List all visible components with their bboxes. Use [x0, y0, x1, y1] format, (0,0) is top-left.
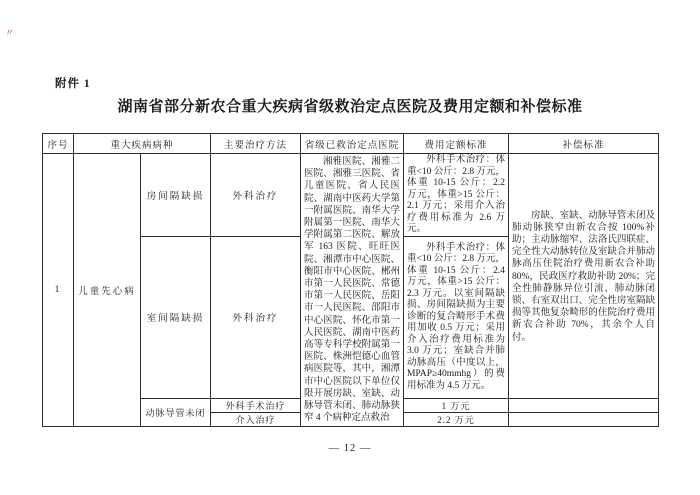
table-row	[43, 154, 659, 237]
cell-subtype-asd: 房间隔缺损	[141, 154, 211, 237]
col-header-compensation: 补偿标准	[509, 134, 659, 154]
cell-compensation	[509, 154, 659, 399]
col-header-disease: 重大疾病病种	[74, 134, 211, 154]
cell-cost-pda-interventional: 2.2 万元	[404, 412, 509, 426]
cell-hospitals	[301, 154, 404, 427]
cell-treatment-pda-surgery: 外科手术治疗	[211, 398, 301, 412]
attachment-label: 附件 1	[55, 78, 91, 90]
document-title: 湖南省部分新农合重大疾病省级救治定点医院及费用定额和补偿标准	[117, 99, 583, 115]
cell-disease: 儿童先心病	[74, 154, 141, 427]
cell-compensation-empty-2	[509, 412, 659, 426]
hospitals-text: 湘雅医院、湘雅二医院、湘雅三医院、省儿童医院、省人民医院、湖南中医药大学第一附属医院、南华大学附属第一医院、南华大学附属第二医院、解放军 163 医院、旺旺医院、湘潭市中心医院、衡阳市中心医院、郴州市第一人民医院、常德市第一人民医院、岳阳市一人民医院、邵阳市中心医院、怀化市第一人民医院、湖南中医药高等专科学校附属第一医院、株洲恺德心血管病医院等，其中，湘潭市中心医院以下单位仅限开展房缺、室缺、动脉导管未闭、肺动脉狭窄 4 个病种定点救治	[304, 157, 401, 424]
compensation-text: 房缺、室缺、动脉导管未闭及肺动脉狭窄由新农合按 100%补助；主动脉缩窄、法洛氏四联症、完全性大动脉转位及室缺合并肺动脉高压住院治疗费用新农合补助 80%，民政医疗救助补助 20%；完全性肺静脉异位引流、肺动脉闭锁、右室双出口、完全性房室隔缺损等其他复杂畸形的住院治疗费用新农合补助 70%，其余个人自付。	[512, 210, 656, 343]
cell-treatment-asd: 外科治疗	[211, 154, 301, 237]
cost-vsd-text: 外科手术治疗：体重<10 公斤：2.8 万元，体重 10-15 公斤：2.4 万元，体重>15 公斤：2.3 万元。以室间隔缺损、房间隔缺损为主要诊断的复合畸形手术费用加收 0.5 万元；采用介入治疗费用标准为 3.0 万元；室缺合并肺动脉高压（中度以上，MPAP≥40mmhg）的费用标准为 4.5 万元。	[407, 242, 506, 391]
col-header-cost: 费用定额标准	[404, 134, 509, 154]
cell-treatment-vsd: 外科治疗	[211, 236, 301, 398]
col-header-hospitals: 省级已救治定点医院	[301, 134, 404, 154]
table-header-row	[43, 134, 659, 154]
col-header-seq: 序号	[43, 134, 74, 154]
cell-cost-asd	[404, 154, 509, 237]
cell-treatment-pda-interventional: 介入治疗	[211, 412, 301, 426]
cell-seq: 1	[43, 154, 74, 427]
cost-asd-text: 外科手术治疗：体重<10 公斤：2.8 万元，体重 10-15 公斤：2.2 万元，体重>15 公斤：2.1 万元；采用介入治疗费用标准为 2.6 万元。	[407, 155, 506, 234]
cell-cost-pda-surgery: 1 万元	[404, 398, 509, 412]
cell-cost-vsd	[404, 236, 509, 398]
cell-compensation-empty-1	[509, 398, 659, 412]
red-annotation-mark: 〃	[3, 27, 16, 40]
standards-table	[42, 133, 659, 427]
cell-subtype-vsd: 室间隔缺损	[141, 236, 211, 398]
col-header-treatment: 主要治疗方法	[211, 134, 301, 154]
cell-subtype-pda: 动脉导管未闭	[141, 398, 211, 426]
page-number: — 12 —	[328, 443, 372, 454]
